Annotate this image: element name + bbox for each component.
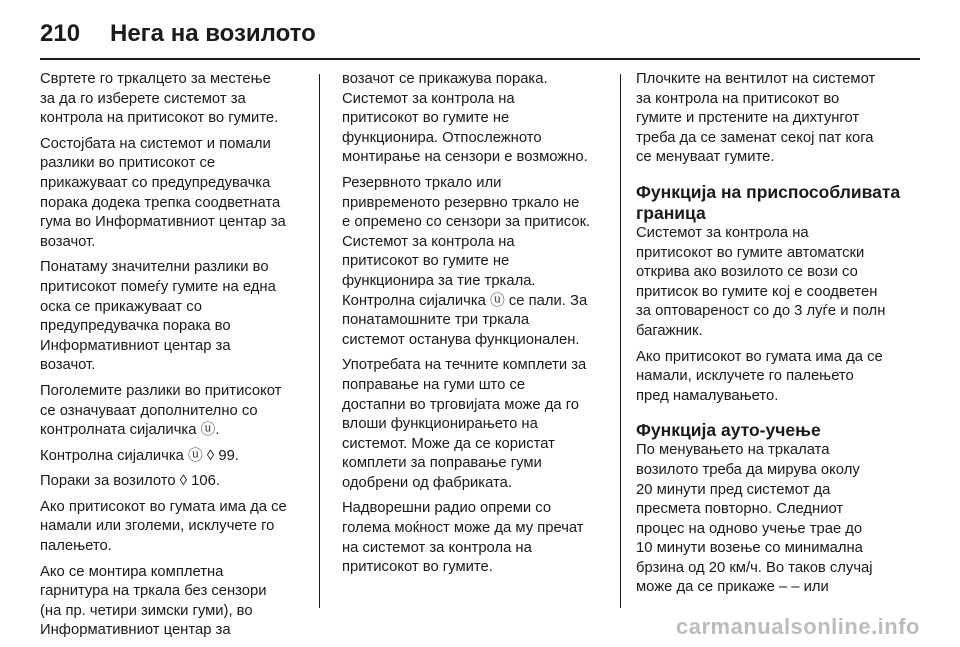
text-line: притисокот во гумите не	[342, 253, 510, 270]
text-line: понатамошните три тркала	[342, 312, 530, 329]
text-line: По менувањето на тркалата	[636, 442, 830, 459]
text-line: гарнитура на тркала без сензори	[40, 583, 267, 600]
text-line: Ако притисокот во гумата има да се	[636, 348, 883, 365]
text-line: возачот.	[40, 233, 96, 250]
text-line: Плочките на вентилот на системот	[636, 71, 876, 87]
page-header	[40, 14, 316, 54]
paragraph	[40, 447, 306, 467]
header-rule	[40, 58, 920, 60]
paragraph	[636, 224, 902, 342]
section-heading	[636, 182, 902, 224]
text-line: контрола на притисокот во гумите.	[40, 110, 279, 127]
text-line: се менуваат гумите.	[636, 149, 775, 166]
text-line: Информативниот центар за	[40, 337, 231, 354]
text-line: возачот.	[40, 357, 96, 374]
text-line: Системот за контрола на	[342, 233, 515, 250]
column-1	[40, 70, 306, 647]
paragraph	[40, 135, 306, 253]
text-line: Пораки за возилото ◊ 106.	[40, 473, 220, 490]
text-line: функционира за тие тркала.	[342, 272, 536, 289]
paragraph	[40, 563, 306, 641]
text-line: функционира. Отпослежното	[342, 129, 542, 146]
text-line: предупредувачка порака во	[40, 318, 231, 335]
text-line: порака додека трепка соодветната	[40, 194, 281, 211]
paragraph	[342, 356, 608, 493]
text-line: комплети за поправање гуми	[342, 455, 542, 472]
paragraph	[40, 498, 306, 557]
column-divider	[319, 74, 320, 608]
paragraph	[40, 382, 306, 441]
text-line: за контрола на притисокот во	[636, 90, 840, 107]
text-line: 10 минути возење со минимална	[636, 540, 863, 557]
text-line: влоши функционирањето на	[342, 416, 538, 433]
text-line: разлики во притисокот се	[40, 155, 216, 172]
text-line: возачот се прикажува порака.	[342, 71, 548, 87]
paragraph	[342, 174, 608, 350]
text-line: прикажуваат со предупредувачка	[40, 174, 271, 191]
text-line: Системот за контрола на	[636, 224, 809, 241]
text-line: се означуваат дополнително со	[40, 402, 258, 419]
text-line: пред намалувањето.	[636, 387, 779, 404]
text-line: оска се прикажуваат со	[40, 298, 203, 315]
watermark: carmanualsonline.info	[676, 614, 920, 639]
text-line: Поголемите разлики во притисокот	[40, 382, 282, 399]
paragraph	[636, 441, 902, 598]
text-line: привременото резервно тркало не	[342, 194, 580, 211]
section-heading	[636, 420, 902, 441]
text-line: Контролна сијаличка ⓤ се пали. За	[342, 292, 588, 309]
column-divider	[620, 74, 621, 608]
text-line: Состојбата на системот и помали	[40, 135, 271, 152]
paragraph	[636, 70, 902, 168]
text-line: притисокот во гумите не	[342, 110, 510, 127]
paragraph	[342, 499, 608, 577]
text-line: (на пр. четири зимски гуми), во	[40, 602, 253, 619]
text-line: гума во Информативниот центар за	[40, 214, 286, 231]
text-line: голема моќност може да му пречат	[342, 520, 584, 537]
text-line: за оптовареност со до 3 луѓе и полн	[636, 303, 886, 320]
text-line: Информативниот центар за	[40, 622, 231, 639]
text-line: палењето.	[40, 538, 112, 555]
text-line: притисок во гумите кој е соодветен	[636, 283, 878, 300]
text-line: багажник.	[636, 322, 703, 339]
text-line: гумите и прстените на дихтунгот	[636, 110, 860, 127]
paragraph	[636, 348, 902, 407]
text-line: процес на одново учење трае до	[636, 520, 863, 537]
text-line: Свртете го тркалцето за местење	[40, 71, 271, 87]
column-3	[636, 70, 902, 604]
text-line: намали или зголеми, исклучете го	[40, 518, 275, 535]
text-line: може да се прикаже ‒ ‒ или	[636, 579, 829, 596]
text-line: граница	[636, 202, 706, 223]
page-number: 210	[40, 20, 81, 47]
text-line: открива ако возилото се вози со	[636, 264, 858, 281]
text-line: Употребата на течните комплети за	[342, 357, 587, 374]
text-line: треба да се заменат секој пат кога	[636, 129, 874, 146]
text-line: Надворешни радио опреми со	[342, 500, 552, 517]
text-line: намали, исклучете го палењето	[636, 368, 854, 385]
page-title: Нега на возилото	[110, 20, 316, 47]
text-line: одобрени од фабриката.	[342, 474, 512, 491]
text-line: пресмета повторно. Следниот	[636, 501, 844, 518]
text-line: монтирање на сензори е возможно.	[342, 149, 588, 166]
text-line: контролната сијаличка ⓤ.	[40, 422, 220, 439]
text-line: системот. Може да се користат	[342, 435, 555, 452]
text-line: Ако се монтира комплетна	[40, 563, 224, 580]
text-line: системот останува функционален.	[342, 331, 580, 348]
column-2	[342, 70, 608, 584]
text-line: е опремено со сензори за притисок.	[342, 214, 591, 231]
text-line: Понатаму значителни разлики во	[40, 259, 269, 276]
text-line: Ако притисокот во гумата има да се	[40, 498, 287, 515]
text-line: брзина од 20 км/ч. Во таков случај	[636, 559, 873, 576]
paragraph	[40, 70, 306, 129]
text-line: притисокот помеѓу гумите на една	[40, 278, 276, 295]
text-line: Функција на приспособливата	[636, 181, 901, 202]
text-line: притисокот во гумите.	[342, 559, 493, 576]
text-line: возилото треба да мирува околу	[636, 461, 860, 478]
paragraph	[40, 472, 306, 492]
text-line: на системот за контрола на	[342, 539, 532, 556]
text-line: Резервното тркало или	[342, 174, 502, 191]
text-line: Контролна сијаличка ⓤ ◊ 99.	[40, 447, 239, 464]
text-line: 20 минути пред системот да	[636, 481, 831, 498]
text-line: достапни во трговијата може да го	[342, 396, 580, 413]
text-line: притисокот во гумите автоматски	[636, 244, 865, 261]
paragraph	[40, 258, 306, 376]
text-line: Системот за контрола на	[342, 90, 515, 107]
text-line: поправање на гуми што се	[342, 376, 526, 393]
paragraph	[342, 70, 608, 168]
text-line: Функција ауто-учење	[636, 420, 821, 441]
text-line: за да го изберете системот за	[40, 90, 246, 107]
